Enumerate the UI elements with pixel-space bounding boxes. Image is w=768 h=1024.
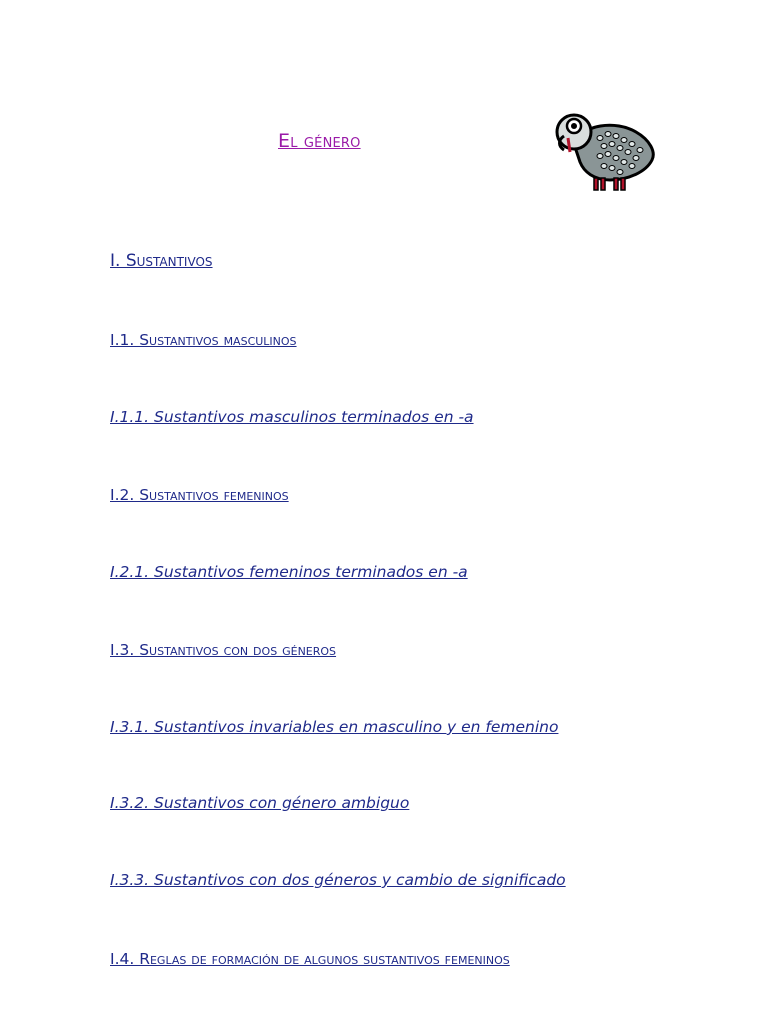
toc-link-reglas-de-formacion[interactable]: I.4. Reglas de formación de algunos sustantivos femeninos xyxy=(110,950,510,968)
toc-link-sustantivos-masculinos[interactable]: I.1. Sustantivos masculinos xyxy=(110,331,297,349)
toc-link-dos-generos[interactable]: I.3. Sustantivos con dos géneros xyxy=(110,641,337,659)
toc-link-masculinos-terminados-en-a[interactable]: I.1.1. Sustantivos masculinos terminados en -a xyxy=(110,408,474,426)
toc-link-sustantivos[interactable]: I. Sustantivos xyxy=(110,251,213,271)
toc-link-genero-ambiguo[interactable]: I.3.2. Sustantivos con género ambiguo xyxy=(110,794,410,812)
page-title-link[interactable]: El género xyxy=(278,130,361,152)
bird-icon xyxy=(554,106,658,194)
toc-link-femeninos-terminados-en-a[interactable]: I.2.1. Sustantivos femeninos terminados en -a xyxy=(110,563,468,581)
toc-link-sustantivos-femeninos[interactable]: I.2. Sustantivos femeninos xyxy=(110,486,289,504)
toc-link-invariables[interactable]: I.3.1. Sustantivos invariables en masculino y en femenino xyxy=(110,718,559,736)
toc-link-cambio-de-significado[interactable]: I.3.3. Sustantivos con dos géneros y cambio de significado xyxy=(110,871,566,889)
